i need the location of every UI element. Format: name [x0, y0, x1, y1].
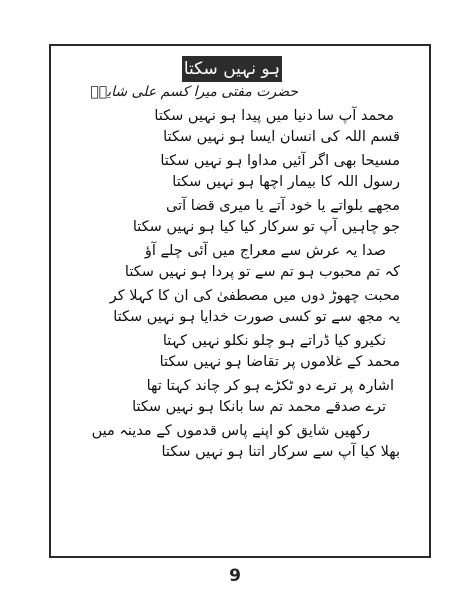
stanza	[62, 286, 400, 328]
stanza	[62, 196, 400, 238]
verse-line: رسول اللہ کا بیمار اچھا ہو نہیں سکتا	[172, 174, 400, 190]
verse-line: قسم اللہ کی انسان ایسا ہو نہیں سکتا	[163, 129, 400, 145]
stanza	[62, 421, 400, 463]
verse-line: محمد کے غلاموں پر تقاضا ہو نہیں سکتا	[159, 354, 400, 370]
stanza	[62, 151, 400, 193]
stanza	[62, 331, 400, 373]
poet-name: حضرت مفتی میرا کسم علی شایقؔ	[90, 84, 298, 100]
verse-line: مسیحا بھی اگر آئیں مداوا ہو نہیں سکتا	[160, 153, 400, 169]
poem-body	[62, 106, 400, 463]
stanza	[62, 376, 400, 418]
verse-line: محمد آپ سا دنیا میں پیدا ہو نہیں سکتا	[154, 108, 394, 124]
stanza	[62, 241, 400, 283]
poem-title: ہو نہیں سکتا	[182, 56, 282, 82]
verse-line: ترے صدقے محمد تم سا بانکا ہو نہیں سکتا	[132, 399, 386, 415]
page-number: 9	[229, 566, 241, 586]
verse-line: بھلا کیا آپ سے سرکار اتنا ہو نہیں سکتا	[161, 444, 400, 460]
verse-line: جو چاہیں آپ تو سرکار کیا کیا ہو نہیں سکتا	[132, 219, 400, 235]
verse-line: اشارہ پر ترے دو ٹکڑے ہو کر چاند کہتا تھا	[146, 378, 394, 394]
verse-line: محبت چھوڑ دوں میں مصطفیٰ کی ان کا کہلا کر	[109, 288, 400, 304]
verse-line: رکھیں شایق کو اپنے پاس قدموں کے مدینہ میں	[91, 423, 370, 439]
verse-line: صدا یہ عرش سے معراج میں آئی چلے آؤ	[144, 243, 386, 259]
verse-line: یہ مجھ سے تو کسی صورت خدایا ہو نہیں سکتا	[113, 309, 400, 325]
stanza	[62, 106, 400, 148]
verse-line: نکیرو کیا ڈراتے ہو چلو نکلو نہیں کہتا	[162, 333, 386, 349]
verse-line: مجھے بلواتے یا خود آتے یا میری قضا آتی	[165, 198, 400, 214]
verse-line: کہ تم محبوب ہو تم سے تو پردا ہو نہیں سکتا	[124, 264, 400, 280]
